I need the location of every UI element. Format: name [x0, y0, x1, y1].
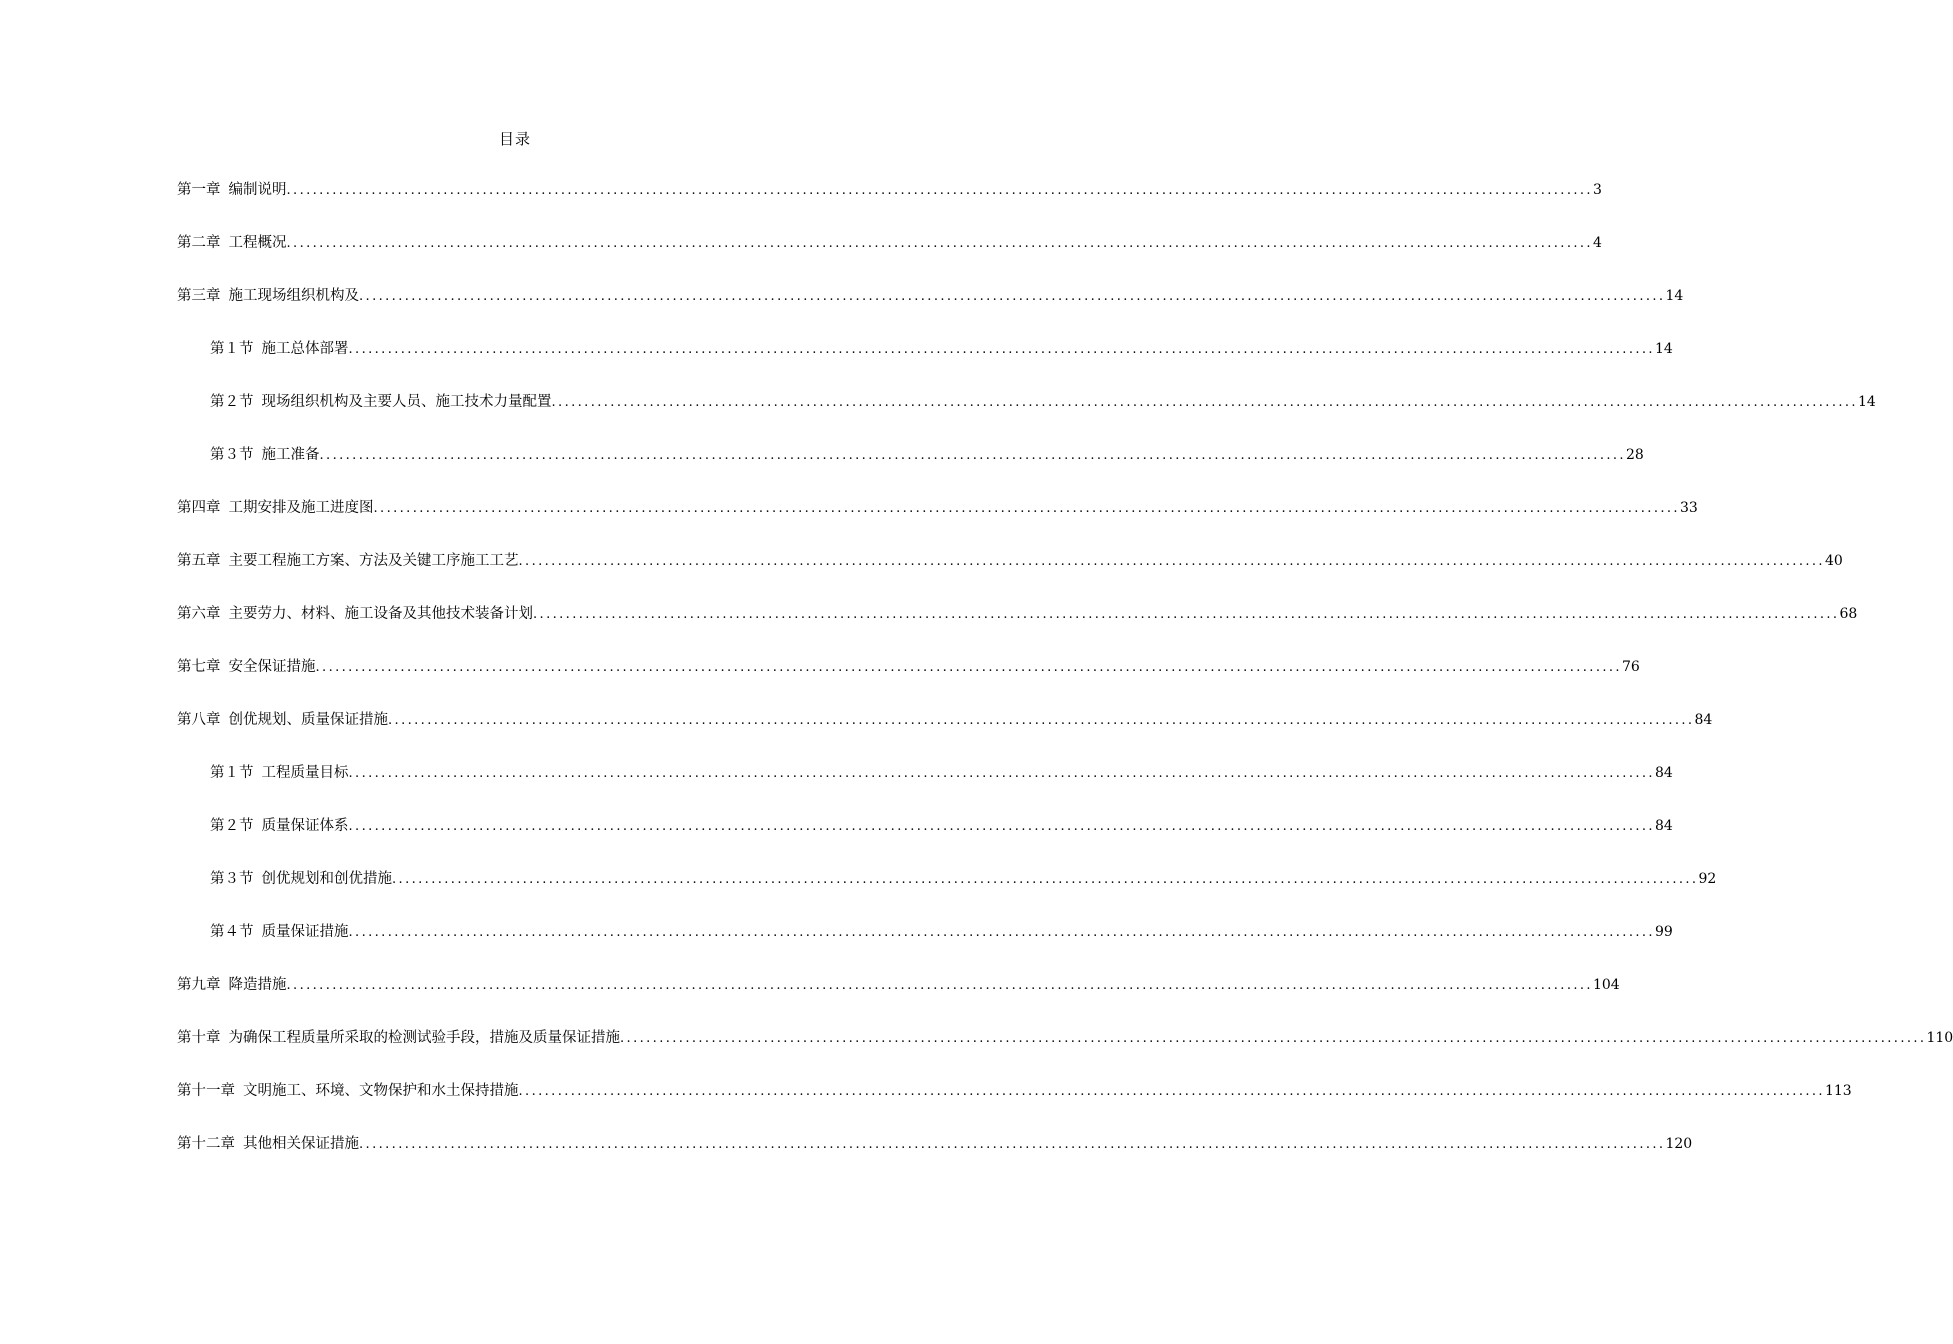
toc-entry-label: [177, 710, 388, 730]
toc-entry-text: 编制说明: [228, 182, 287, 198]
toc-entry-number: 第十一章: [177, 1083, 235, 1099]
toc-entry-label: [177, 1134, 359, 1154]
toc-page-number: 99: [1654, 924, 1673, 940]
toc-entry-label: [177, 551, 519, 571]
toc-page-number: 28: [1625, 447, 1644, 463]
toc-chapter-entry[interactable]: [177, 1028, 1953, 1081]
toc-entry-label: [210, 869, 392, 889]
toc-entry-label: [177, 1081, 519, 1101]
toc-entry-number: 第九章: [177, 977, 221, 993]
toc-chapter-entry[interactable]: [177, 498, 1698, 551]
toc-entry-label: [177, 233, 287, 253]
toc-list: [177, 180, 1953, 1187]
toc-chapter-entry[interactable]: [177, 604, 1858, 657]
toc-entry-text: 现场组织机构及主要人员、施工技术力量配置: [261, 394, 552, 410]
toc-page-number: 3: [1592, 182, 1602, 198]
toc-chapter-entry[interactable]: [177, 975, 1620, 1028]
toc-entry-number: 第３节: [210, 871, 254, 887]
toc-dot-leader: ........................................................................................................................................................................................................: [518, 1084, 1825, 1099]
toc-section-entry[interactable]: [177, 339, 1673, 392]
toc-entry-text: 工程质量目标: [261, 765, 349, 781]
toc-entry-text: 安全保证措施: [228, 659, 316, 675]
toc-dot-leader: ........................................................................................................................................................................................................: [315, 660, 1622, 675]
toc-entry-number: 第４节: [210, 924, 254, 940]
toc-entry-text: 降造措施: [228, 977, 287, 993]
toc-page-number: 113: [1824, 1083, 1852, 1099]
toc-entry-label: [177, 975, 287, 995]
toc-entry-label: [210, 392, 552, 412]
toc-chapter-entry[interactable]: [177, 1134, 1693, 1187]
toc-dot-leader: ........................................................................................................................................................................................................: [620, 1031, 1927, 1046]
toc-entry-text: 质量保证体系: [261, 818, 349, 834]
toc-dot-leader: ........................................................................................................................................................................................................: [518, 554, 1825, 569]
toc-title: 目录: [498, 130, 531, 148]
toc-entry-number: 第一章: [177, 182, 221, 198]
toc-entry-number: 第三章: [177, 288, 221, 304]
toc-entry-number: 第八章: [177, 712, 221, 728]
toc-entry-number: 第六章: [177, 606, 221, 622]
toc-dot-leader: ........................................................................................................................................................................................................: [373, 501, 1680, 516]
toc-entry-number: 第十二章: [177, 1136, 235, 1152]
toc-page-number: 84: [1654, 765, 1673, 781]
toc-chapter-entry[interactable]: [177, 180, 1602, 233]
toc-dot-leader: ........................................................................................................................................................................................................: [392, 872, 1699, 887]
toc-entry-text: 施工总体部署: [261, 341, 349, 357]
toc-entry-number: 第四章: [177, 500, 221, 516]
toc-dot-leader: ........................................................................................................................................................................................................: [359, 1137, 1666, 1152]
toc-entry-text: 其他相关保证措施: [243, 1136, 359, 1152]
toc-section-entry[interactable]: [177, 869, 1717, 922]
toc-dot-leader: ........................................................................................................................................................................................................: [348, 342, 1655, 357]
toc-page-number: 84: [1654, 818, 1673, 834]
toc-entry-label: [210, 445, 320, 465]
toc-entry-number: 第五章: [177, 553, 221, 569]
toc-entry-text: 创优规划和创优措施: [261, 871, 392, 887]
toc-entry-label: [177, 1028, 620, 1048]
toc-dot-leader: ........................................................................................................................................................................................................: [348, 925, 1655, 940]
toc-dot-leader: ........................................................................................................................................................................................................: [533, 607, 1840, 622]
toc-section-entry[interactable]: [177, 922, 1673, 975]
toc-entry-label: [210, 339, 349, 359]
toc-entry-label: [177, 180, 287, 200]
toc-entry-text: 工期安排及施工进度图: [228, 500, 374, 516]
toc-page-number: 14: [1857, 394, 1876, 410]
toc-chapter-entry[interactable]: [177, 551, 1843, 604]
toc-page-number: 92: [1698, 871, 1717, 887]
toc-entry-label: [177, 286, 359, 306]
toc-section-entry[interactable]: [177, 445, 1644, 498]
toc-entry-label: [177, 604, 533, 624]
toc-chapter-entry[interactable]: [177, 1081, 1852, 1134]
toc-entry-text: 施工准备: [261, 447, 320, 463]
toc-entry-number: 第十章: [177, 1030, 221, 1046]
toc-entry-number: 第七章: [177, 659, 221, 675]
toc-entry-text: 主要劳力、材料、施工设备及其他技术装备计划: [228, 606, 533, 622]
toc-page-number: 14: [1665, 288, 1684, 304]
toc-dot-leader: ........................................................................................................................................................................................................: [348, 819, 1655, 834]
toc-section-entry[interactable]: [177, 392, 1876, 445]
toc-page-number: 14: [1654, 341, 1673, 357]
toc-chapter-entry[interactable]: [177, 710, 1713, 763]
toc-entry-number: 第２节: [210, 394, 254, 410]
toc-entry-text: 文明施工、环境、文物保护和水土保持措施: [243, 1083, 519, 1099]
toc-page-number: 104: [1592, 977, 1620, 993]
toc-entry-text: 为确保工程质量所采取的检测试验手段，措施及质量保证措施: [228, 1030, 620, 1046]
toc-entry-text: 质量保证措施: [261, 924, 349, 940]
toc-entry-label: [177, 498, 374, 518]
toc-chapter-entry[interactable]: [177, 233, 1602, 286]
toc-entry-number: 第二章: [177, 235, 221, 251]
toc-entry-label: [177, 657, 316, 677]
toc-entry-text: 创优规划、质量保证措施: [228, 712, 388, 728]
toc-section-entry[interactable]: [177, 763, 1673, 816]
toc-dot-leader: ........................................................................................................................................................................................................: [319, 448, 1626, 463]
toc-section-entry[interactable]: [177, 816, 1673, 869]
toc-dot-leader: ........................................................................................................................................................................................................: [359, 289, 1666, 304]
toc-entry-number: 第１节: [210, 341, 254, 357]
toc-page-number: 110: [1926, 1030, 1953, 1046]
toc-entry-label: [210, 922, 349, 942]
toc-page-number: 40: [1824, 553, 1843, 569]
toc-page-number: 33: [1679, 500, 1698, 516]
toc-entry-label: [210, 763, 349, 783]
toc-page-number: 120: [1665, 1136, 1693, 1152]
toc-dot-leader: ........................................................................................................................................................................................................: [388, 713, 1695, 728]
toc-entry-text: 工程概况: [228, 235, 287, 251]
toc-chapter-entry[interactable]: [177, 286, 1684, 339]
toc-dot-leader: ........................................................................................................................................................................................................: [348, 766, 1655, 781]
toc-dot-leader: ........................................................................................................................................................................................................: [551, 395, 1858, 410]
toc-entry-number: 第３节: [210, 447, 254, 463]
toc-dot-leader: ........................................................................................................................................................................................................: [286, 236, 1593, 251]
toc-entry-number: 第２节: [210, 818, 254, 834]
toc-dot-leader: ........................................................................................................................................................................................................: [286, 183, 1593, 198]
toc-entry-label: [210, 816, 349, 836]
toc-page-number: 84: [1694, 712, 1713, 728]
toc-page-number: 76: [1621, 659, 1640, 675]
toc-chapter-entry[interactable]: [177, 657, 1640, 710]
toc-page-number: 4: [1592, 235, 1602, 251]
toc-dot-leader: ........................................................................................................................................................................................................: [286, 978, 1593, 993]
toc-entry-text: 主要工程施工方案、方法及关键工序施工工艺: [228, 553, 519, 569]
toc-entry-number: 第１节: [210, 765, 254, 781]
toc-page-number: 68: [1839, 606, 1858, 622]
toc-entry-text: 施工现场组织机构及: [228, 288, 359, 304]
